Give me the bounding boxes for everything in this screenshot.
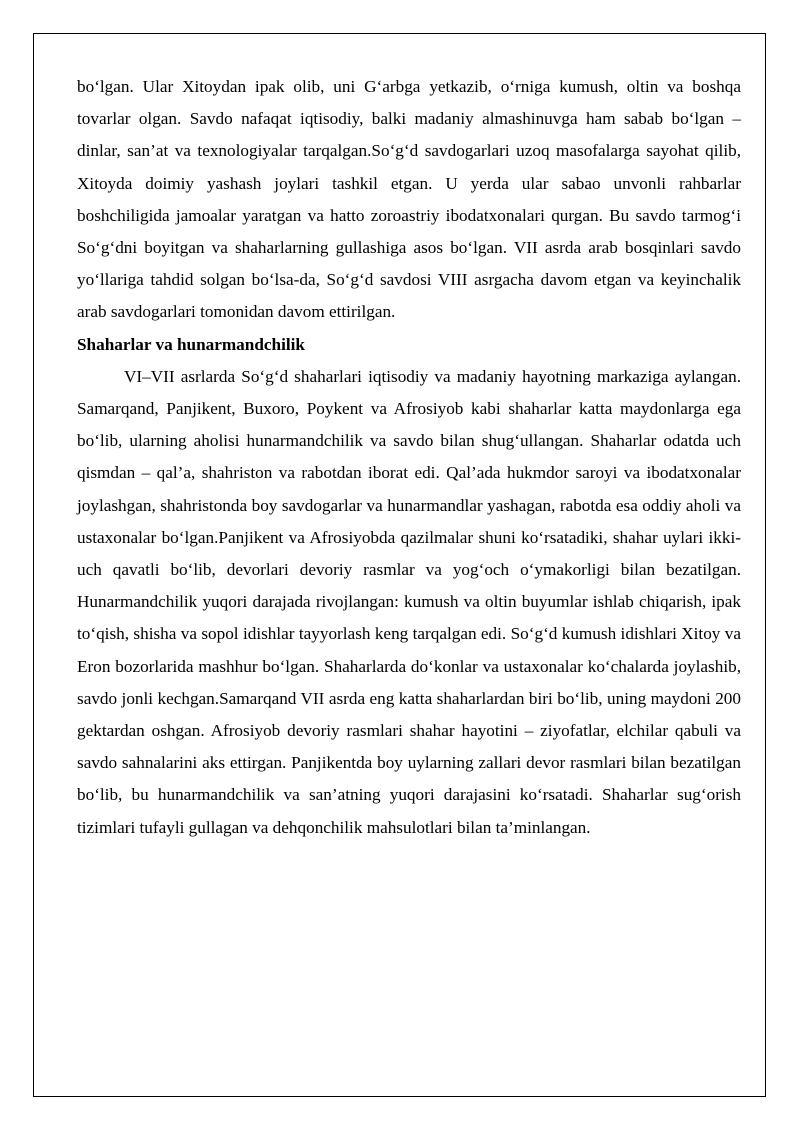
document-body [77, 71, 741, 844]
section-heading: Shaharlar va hunarmandchilik [77, 334, 305, 354]
paragraph-cities: VI–VII asrlarda So‘g‘d shaharlari iqtisodiy va madaniy hayotning markaziga aylangan. Samarqand, Panjikent, Buxoro, Poykent va Afrosiyob kabi shaharlar katta maydonlarga ega bo‘lib, ularning aholisi hunarmandchilik va savdo bilan shug‘ullangan. Shaharlar odatda uch qismdan – qal’a, shahriston va rabotdan iborat edi. Qal’ada hukmdor saroyi va ibodatxonalar joylashgan, shahristonda boy savdogarlar va hunarmandlar yashagan, rabotda esa oddiy aholi va ustaxonalar bo‘lgan.Panjikent va Afrosiyobda qazilmalar shuni ko‘rsatadiki, shahar uylari ikki-uch qavatli bo‘lib, devorlari devoriy rasmlar va yog‘och o‘ymakorligi bilan bezatilgan. Hunarmandchilik yuqori darajada rivojlangan: kumush va oltin buyumlar ishlab chiqarish, ipak to‘qish, shisha va sopol idishlar tayyorlash keng tarqalgan edi. So‘g‘d kumush idishlari Xitoy va Eron bozorlarida mashhur bo‘lgan. Shaharlarda do‘konlar va ustaxonalar ko‘chalarda joylashib, savdo jonli kechgan.Samarqand VII asrda eng katta shaharlardan biri bo‘lib, uning maydoni 200 gektardan oshgan. Afrosiyob devoriy rasmlari shahar hayotini – ziyofatlar, elchilar qabuli va savdo sahnalarini aks ettirgan. Panjikentda boy uylarning zallari devor rasmlari bilan bezatilgan bo‘lib, bu hunarmandchilik va san’atning yuqori darajasini ko‘rsatadi. Shaharlar sug‘orish tizimlari tufayli gullagan va dehqonchilik mahsulotlari bilan ta’minlangan. [77, 366, 741, 837]
paragraph-continued: bo‘lgan. Ular Xitoydan ipak olib, uni G‘arbga yetkazib, o‘rniga kumush, oltin va boshqa tovarlar olgan. Savdo nafaqat iqtisodiy, balki madaniy almashinuvga ham sabab bo‘lgan – dinlar, san’at va texnologiyalar tarqalgan.So‘g‘d savdogarlari uzoq masofalarga sayohat qilib, Xitoyda doimiy yashash joylari tashkil etgan. U yerda ular sabao unvonli rahbarlar boshchiligida jamoalar yaratgan va hatto zoroastriy ibodatxonalari qurgan. Bu savdo tarmog‘i So‘g‘dni boyitgan va shaharlarning gullashiga asos bo‘lgan. VII asrda arab bosqinlari savdo yo‘llariga tahdid solgan bo‘lsa-da, So‘g‘d savdosi VIII asrgacha davom etgan va keyinchalik arab savdogarlari tomonidan davom ettirilgan. [77, 77, 741, 322]
